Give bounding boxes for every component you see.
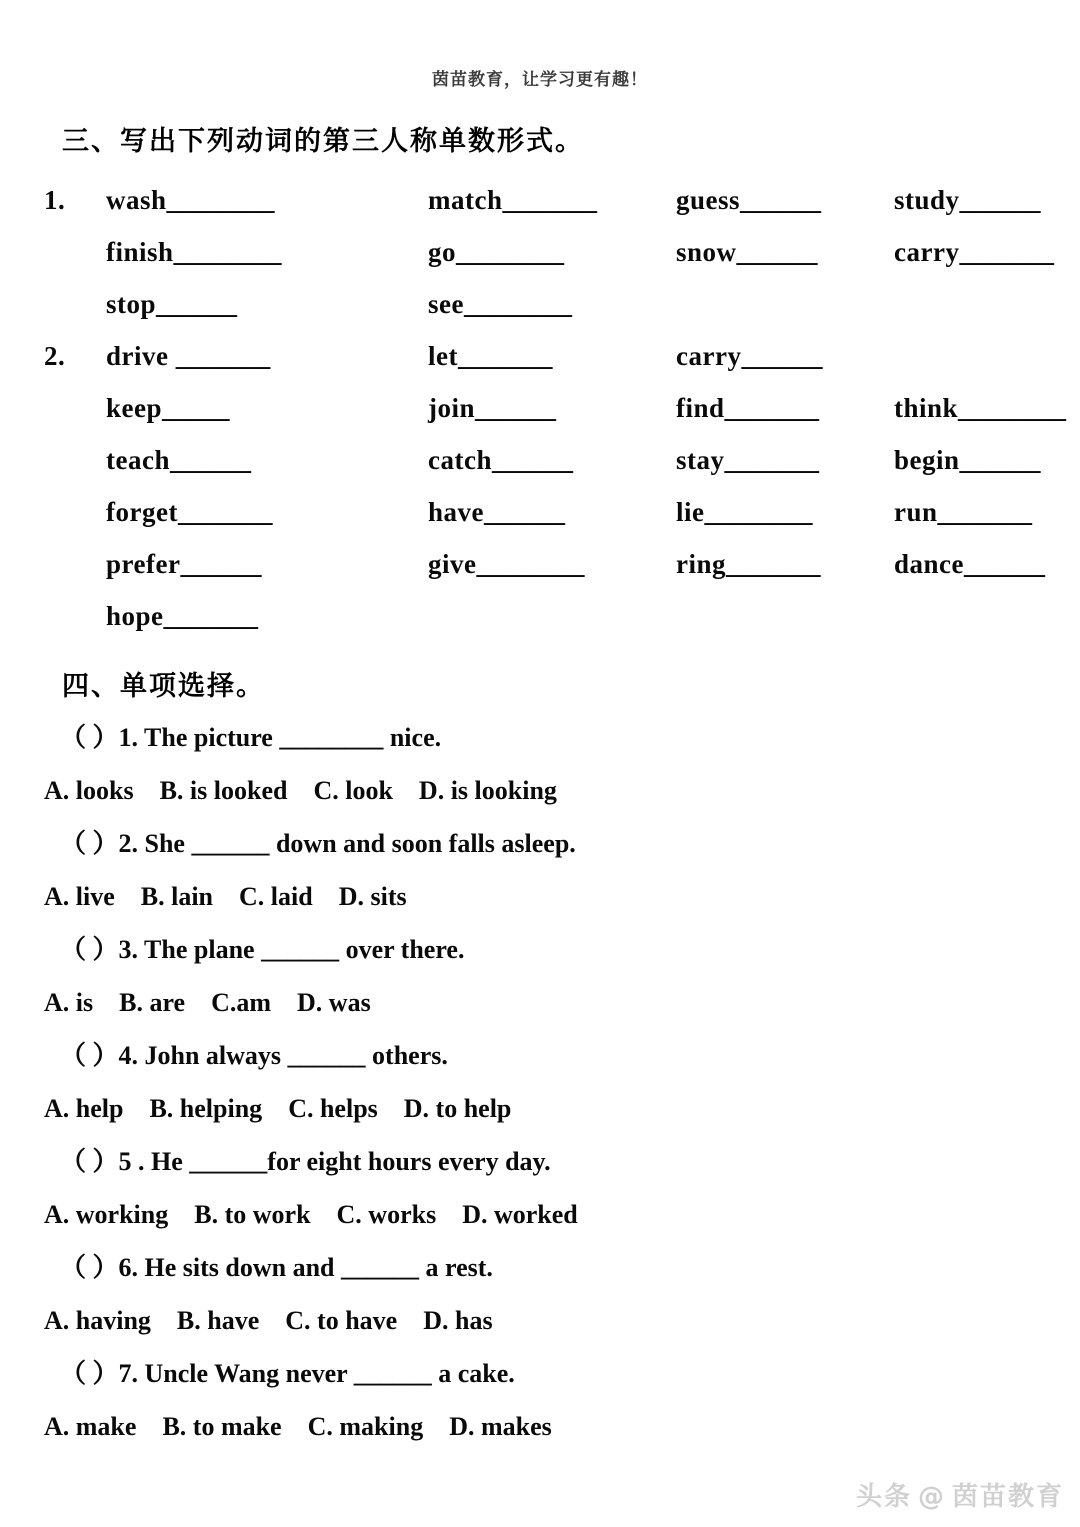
verb-item bbox=[428, 538, 585, 590]
answer-blank[interactable]: ________ bbox=[476, 549, 585, 579]
mc-question-text: 3. The plane ______ over there. bbox=[118, 935, 465, 964]
mc-option[interactable]: B. helping bbox=[149, 1094, 263, 1123]
verb-item bbox=[428, 486, 565, 538]
answer-parenthesis[interactable]: （ ） bbox=[60, 829, 119, 858]
verb-word: wash bbox=[106, 185, 167, 215]
mc-question-text: 2. She ______ down and soon falls asleep. bbox=[118, 829, 576, 858]
answer-blank[interactable]: ______ bbox=[959, 185, 1041, 215]
verb-word: forget bbox=[106, 497, 178, 527]
mc-option[interactable]: A. live bbox=[44, 882, 115, 911]
mc-question bbox=[44, 1029, 1036, 1082]
verb-word: prefer bbox=[106, 549, 181, 579]
verb-item bbox=[106, 538, 261, 590]
verb-group-number: 2. bbox=[44, 341, 66, 371]
answer-blank[interactable]: _______ bbox=[937, 497, 1033, 527]
answer-blank[interactable]: ________ bbox=[456, 237, 564, 267]
mc-option[interactable]: B. are bbox=[119, 988, 186, 1017]
verb-word: teach bbox=[106, 445, 170, 475]
answer-blank[interactable]: _____ bbox=[162, 393, 230, 423]
verb-word: find bbox=[676, 393, 725, 423]
mc-question bbox=[44, 1241, 1036, 1294]
section-heading-3: 三、写出下列动词的第三人称单数形式。 bbox=[62, 126, 584, 157]
answer-blank[interactable]: _______ bbox=[502, 185, 597, 215]
answer-blank[interactable]: ______ bbox=[959, 445, 1041, 475]
verb-word: run bbox=[894, 497, 938, 527]
verb-item bbox=[106, 486, 272, 538]
mc-option[interactable]: A. is bbox=[44, 988, 94, 1017]
verb-item bbox=[106, 330, 270, 382]
answer-parenthesis[interactable]: （ ） bbox=[60, 1359, 119, 1388]
verb-word: carry bbox=[676, 341, 742, 371]
verb-item bbox=[894, 382, 1066, 434]
verb-item bbox=[676, 382, 819, 434]
mc-question-text: 7. Uncle Wang never ______ a cake. bbox=[118, 1359, 515, 1388]
verb-item bbox=[894, 174, 1041, 226]
mc-option[interactable]: D. makes bbox=[449, 1412, 552, 1441]
answer-blank[interactable]: _______ bbox=[724, 393, 820, 423]
mc-option[interactable]: C. laid bbox=[239, 882, 313, 911]
answer-blank[interactable]: _______ bbox=[163, 601, 259, 631]
verb-item bbox=[428, 330, 552, 382]
verb-word: dance bbox=[894, 549, 964, 579]
verb-item bbox=[106, 226, 282, 278]
verb-item bbox=[676, 330, 822, 382]
verb-exercise-line bbox=[44, 278, 1036, 330]
verb-word: join bbox=[428, 393, 476, 423]
mc-options-row bbox=[44, 1294, 1036, 1347]
mc-option[interactable]: B. lain bbox=[140, 882, 214, 911]
answer-blank[interactable]: _______ bbox=[457, 341, 553, 371]
verb-word: ring bbox=[676, 549, 727, 579]
verb-item bbox=[428, 226, 564, 278]
verb-word: match bbox=[428, 185, 503, 215]
multiple-choice-exercise bbox=[44, 711, 1036, 1453]
verb-word: see bbox=[428, 289, 464, 319]
mc-option[interactable]: D. has bbox=[423, 1306, 493, 1335]
verb-item bbox=[106, 434, 251, 486]
verb-word: think bbox=[894, 393, 959, 423]
mc-option[interactable]: C. to have bbox=[285, 1306, 398, 1335]
answer-blank[interactable]: _______ bbox=[726, 549, 821, 579]
verb-item bbox=[428, 382, 556, 434]
section-heading-4: 四、单项选择。 bbox=[62, 671, 265, 702]
answer-blank[interactable]: ________ bbox=[463, 289, 572, 319]
mc-option[interactable]: B. to make bbox=[162, 1412, 282, 1441]
mc-options-row bbox=[44, 1082, 1036, 1135]
answer-blank[interactable]: ______ bbox=[964, 549, 1045, 579]
answer-blank[interactable]: _______ bbox=[959, 237, 1054, 267]
answer-blank[interactable]: ________ bbox=[166, 185, 275, 215]
answer-blank[interactable]: ________ bbox=[958, 393, 1067, 423]
mc-options-row bbox=[44, 1188, 1036, 1241]
mc-question bbox=[44, 923, 1036, 976]
verb-item bbox=[676, 434, 819, 486]
answer-blank[interactable]: ______ bbox=[736, 237, 818, 267]
verb-word: lie bbox=[676, 497, 705, 527]
mc-question-text: 5 . He ______for eight hours every day. bbox=[118, 1147, 551, 1176]
mc-question bbox=[44, 817, 1036, 870]
mc-option[interactable]: C. works bbox=[336, 1200, 437, 1229]
verb-group-number: 1. bbox=[44, 185, 66, 215]
verb-word: snow bbox=[676, 237, 737, 267]
mc-question bbox=[44, 711, 1036, 764]
mc-options-row bbox=[44, 764, 1036, 817]
answer-parenthesis[interactable]: （ ） bbox=[60, 723, 119, 752]
verb-exercise-line bbox=[44, 434, 1041, 486]
answer-blank[interactable]: ______ bbox=[484, 497, 565, 527]
answer-blank[interactable]: ______ bbox=[740, 185, 822, 215]
verb-item bbox=[106, 278, 237, 330]
answer-blank[interactable]: _______ bbox=[175, 341, 271, 371]
verb-item bbox=[894, 486, 1032, 538]
verb-item bbox=[894, 538, 1045, 590]
answer-blank[interactable]: ______ bbox=[491, 445, 573, 475]
verb-word: give bbox=[428, 549, 477, 579]
verb-item bbox=[676, 174, 821, 226]
mc-option[interactable]: C.am bbox=[211, 988, 272, 1017]
verb-word: guess bbox=[676, 185, 741, 215]
mc-question-text: 1. The picture ________ nice. bbox=[118, 723, 442, 752]
answer-blank[interactable]: ______ bbox=[741, 341, 823, 371]
answer-blank[interactable]: ______ bbox=[475, 393, 557, 423]
mc-option[interactable]: D. sits bbox=[338, 882, 407, 911]
verb-exercise-line bbox=[44, 330, 1036, 382]
answer-blank[interactable]: _______ bbox=[724, 445, 819, 475]
verb-word: begin bbox=[894, 445, 960, 475]
mc-option[interactable]: D. worked bbox=[462, 1200, 578, 1229]
mc-question bbox=[44, 1135, 1036, 1188]
document-header-banner: 茵苗教育，让学习更有趣！ bbox=[432, 70, 648, 90]
verb-item bbox=[106, 590, 258, 642]
mc-option[interactable]: A. having bbox=[44, 1306, 151, 1335]
verb-exercise-line bbox=[44, 382, 1067, 434]
verb-word: let bbox=[428, 341, 458, 371]
answer-blank[interactable]: ______ bbox=[169, 445, 251, 475]
verb-exercise-line bbox=[44, 486, 1036, 538]
answer-blank[interactable]: ______ bbox=[180, 549, 262, 579]
verb-forms-exercise bbox=[44, 174, 1067, 642]
mc-option[interactable]: B. to work bbox=[194, 1200, 311, 1229]
verb-item bbox=[894, 226, 1054, 278]
verb-word: study bbox=[894, 185, 960, 215]
mc-option[interactable]: B. have bbox=[176, 1306, 260, 1335]
verb-item bbox=[428, 434, 573, 486]
verb-word: hope bbox=[106, 601, 164, 631]
mc-option[interactable]: D. is looking bbox=[418, 776, 557, 805]
mc-question-text: 4. John always ______ others. bbox=[118, 1041, 448, 1070]
watermark bbox=[856, 1476, 1064, 1513]
verb-item bbox=[894, 434, 1041, 486]
mc-options-row bbox=[44, 1400, 1036, 1453]
verb-word: stay bbox=[676, 445, 725, 475]
mc-option[interactable]: B. is looked bbox=[159, 776, 288, 805]
answer-parenthesis[interactable]: （ ） bbox=[60, 1253, 119, 1282]
verb-word: go bbox=[428, 237, 456, 267]
watermark-at-symbol: @ bbox=[917, 1482, 946, 1512]
mc-options-row bbox=[44, 976, 1036, 1029]
mc-option[interactable]: A. working bbox=[44, 1200, 169, 1229]
verb-word: finish bbox=[106, 237, 174, 267]
verb-item bbox=[676, 226, 818, 278]
mc-option[interactable]: D. was bbox=[297, 988, 371, 1017]
mc-option[interactable]: A. help bbox=[44, 1094, 124, 1123]
verb-item bbox=[676, 486, 813, 538]
answer-blank[interactable]: ______ bbox=[156, 289, 238, 319]
answer-parenthesis[interactable]: （ ） bbox=[60, 1147, 119, 1176]
answer-parenthesis[interactable]: （ ） bbox=[60, 1041, 119, 1070]
watermark-platform: 头条 bbox=[855, 1482, 912, 1512]
mc-option[interactable]: D. to help bbox=[403, 1094, 512, 1123]
watermark-account: 茵苗教育 bbox=[951, 1482, 1064, 1512]
verb-item bbox=[106, 382, 230, 434]
mc-option[interactable]: A. make bbox=[44, 1412, 137, 1441]
answer-blank[interactable]: ________ bbox=[173, 237, 282, 267]
mc-question-text: 6. He sits down and ______ a rest. bbox=[118, 1253, 493, 1282]
verb-exercise-line bbox=[44, 590, 1036, 642]
verb-word: catch bbox=[428, 445, 492, 475]
mc-option[interactable]: C. helps bbox=[288, 1094, 378, 1123]
verb-item bbox=[676, 538, 821, 590]
mc-options-row bbox=[44, 870, 1036, 923]
verb-exercise-line bbox=[44, 538, 1045, 590]
answer-blank[interactable]: _______ bbox=[177, 497, 273, 527]
answer-blank[interactable]: ________ bbox=[704, 497, 813, 527]
answer-parenthesis[interactable]: （ ） bbox=[60, 935, 119, 964]
verb-word: carry bbox=[894, 237, 960, 267]
mc-option[interactable]: C. making bbox=[307, 1412, 424, 1441]
mc-option[interactable]: A. looks bbox=[44, 776, 134, 805]
verb-word: keep bbox=[106, 393, 162, 423]
verb-item bbox=[428, 278, 572, 330]
verb-word: drive bbox=[106, 341, 176, 371]
verb-exercise-line bbox=[44, 226, 1054, 278]
verb-item bbox=[106, 174, 275, 226]
verb-exercise-line bbox=[44, 174, 1041, 226]
verb-item bbox=[428, 174, 597, 226]
verb-word: have bbox=[428, 497, 484, 527]
verb-word: stop bbox=[106, 289, 157, 319]
mc-option[interactable]: C. look bbox=[313, 776, 393, 805]
mc-question bbox=[44, 1347, 1036, 1400]
